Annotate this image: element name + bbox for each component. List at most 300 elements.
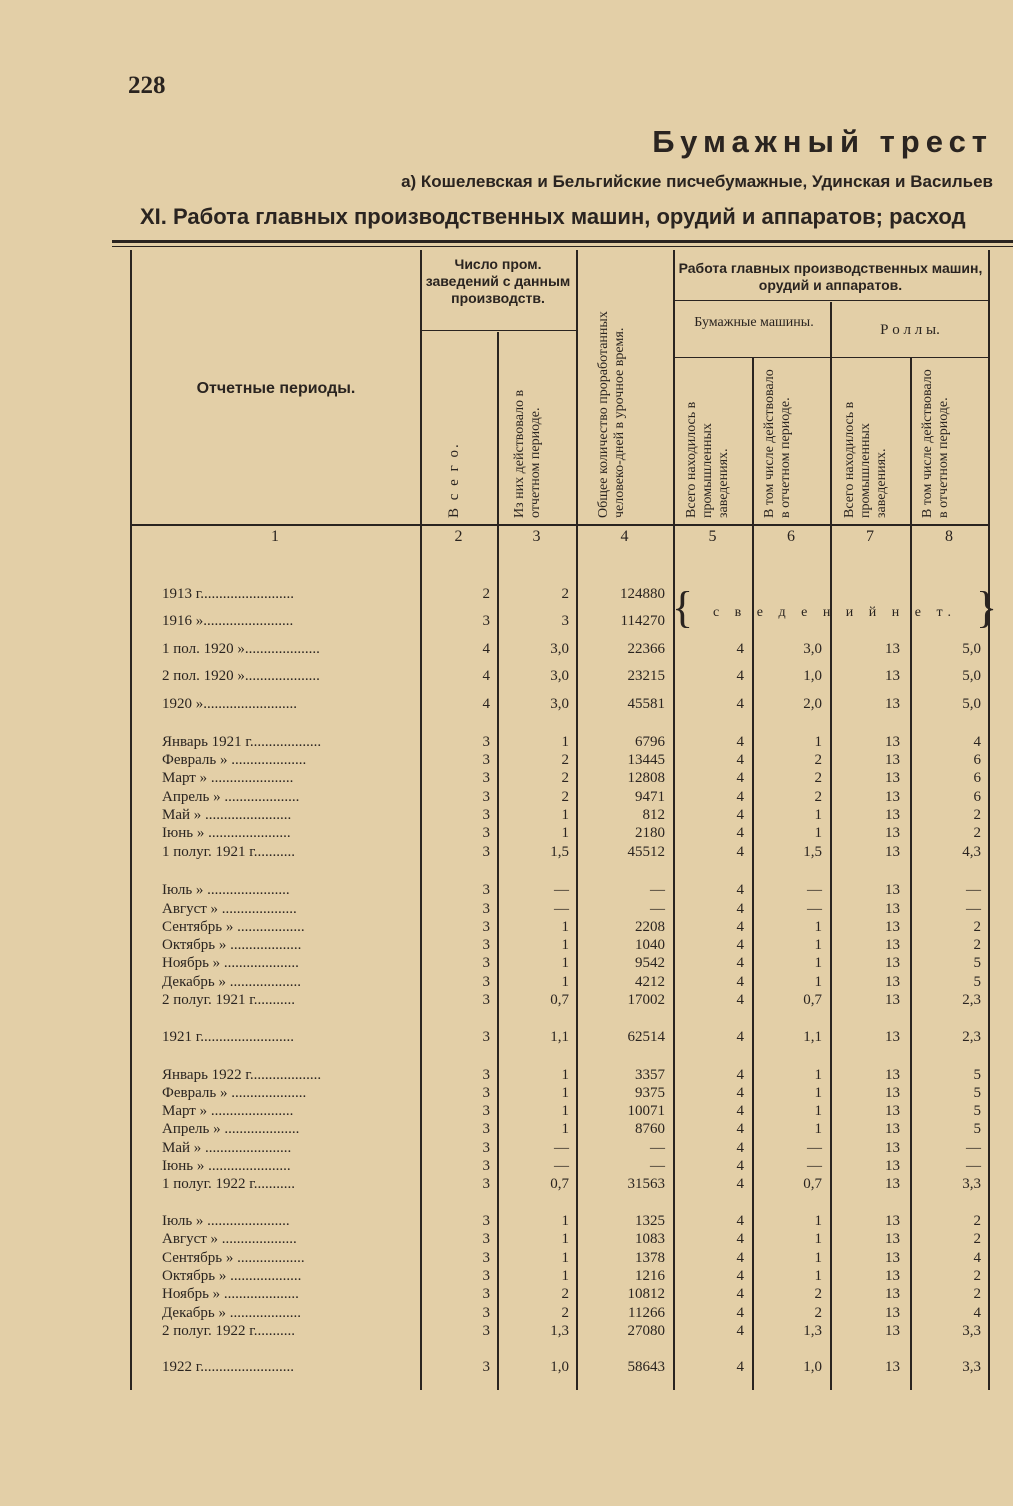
cell-c4: 17002: [627, 992, 665, 1008]
cell-c2: 3: [482, 789, 490, 805]
cell-c3: 1: [561, 1121, 569, 1137]
cell-c6: 1: [814, 1268, 822, 1284]
cell-c8: 5: [973, 1121, 981, 1137]
cell-c2: 3: [482, 1323, 490, 1339]
cell-c7: 13: [885, 734, 900, 750]
cell-c4: 45512: [627, 844, 665, 860]
row-label: 2 полуг. 1921 г...........: [162, 992, 295, 1008]
table-row: [0, 667, 1013, 685]
cell-c5: 4: [736, 992, 744, 1008]
cell-c8: 5: [973, 974, 981, 990]
cell-c2: 3: [482, 1029, 490, 1045]
cell-c7: 13: [885, 1067, 900, 1083]
cell-c3: 0,7: [550, 992, 569, 1008]
column-number: 7: [866, 528, 874, 545]
cell-c7: 13: [885, 1158, 900, 1174]
cell-c4: 1378: [635, 1250, 665, 1266]
cell-c7: 13: [885, 955, 900, 971]
cell-c6: 1,0: [803, 1359, 822, 1375]
row-label: Январь 1922 г...................: [162, 1067, 322, 1083]
cell-c2: 3: [482, 807, 490, 823]
no-data-brace-left: {: [672, 583, 694, 632]
cell-c7: 13: [885, 844, 900, 860]
cell-c7: 13: [885, 1323, 900, 1339]
row-label: 1913 г.........................: [162, 586, 294, 602]
cell-c2: 3: [482, 1231, 490, 1247]
cell-c7: 13: [885, 789, 900, 805]
table-row: [0, 1322, 1013, 1340]
cell-c5: 4: [736, 807, 744, 823]
header-workdays: Общее количество проработанных человеко-дней в урочное время.: [596, 311, 627, 518]
table-row: [0, 1028, 1013, 1046]
cell-c8: 5: [973, 1067, 981, 1083]
cell-c5: 4: [736, 919, 744, 935]
no-data-note: с в е д е н и й н е т.: [712, 605, 958, 620]
cell-c6: —: [807, 1158, 822, 1174]
page-subtitle: а) Кошелевская и Бельгийские писчебумажные, Удинская и Васильев: [401, 172, 993, 191]
cell-c4: 1325: [635, 1213, 665, 1229]
cell-c7: 13: [885, 825, 900, 841]
header-rule: [673, 300, 988, 301]
section-heading: XI. Работа главных производственных машин, орудий и аппаратов; расход: [140, 204, 966, 229]
cell-c5: 4: [736, 1067, 744, 1083]
cell-c5: 4: [736, 937, 744, 953]
cell-c3: 1,3: [550, 1323, 569, 1339]
cell-c7: 13: [885, 696, 900, 712]
cell-c8: 5,0: [962, 696, 981, 712]
column-number: 3: [532, 528, 541, 545]
cell-c5: 4: [736, 1176, 744, 1192]
header-bottom-rule: [130, 524, 990, 526]
table-row: [0, 900, 1013, 918]
cell-c5: 4: [736, 1286, 744, 1302]
cell-c6: 1: [814, 807, 822, 823]
table-row: [0, 1157, 1013, 1175]
cell-c2: 3: [482, 1268, 490, 1284]
cell-c7: 13: [885, 1176, 900, 1192]
cell-c6: 1,1: [803, 1029, 822, 1045]
cell-c7: 13: [885, 882, 900, 898]
cell-c3: —: [554, 882, 569, 898]
cell-c3: 1: [561, 1067, 569, 1083]
cell-c8: —: [966, 1158, 981, 1174]
no-data-brace-right: }: [976, 583, 998, 632]
cell-c4: —: [650, 882, 665, 898]
cell-c2: 3: [482, 1067, 490, 1083]
cell-c5: 4: [736, 1103, 744, 1119]
cell-c8: 3,3: [962, 1323, 981, 1339]
cell-c6: 1: [814, 974, 822, 990]
table-row: [0, 1249, 1013, 1267]
cell-c4: 4212: [635, 974, 665, 990]
cell-c8: 3,3: [962, 1176, 981, 1192]
cell-c5: 4: [736, 1085, 744, 1101]
table-row: [0, 843, 1013, 861]
cell-c2: 3: [482, 752, 490, 768]
cell-c2: 4: [482, 668, 490, 684]
header-total: В с е г о.: [446, 442, 462, 518]
row-label: 1 полуг. 1922 г...........: [162, 1176, 295, 1192]
cell-c5: 4: [736, 1121, 744, 1137]
row-label: 1921 г.........................: [162, 1029, 294, 1045]
cell-c8: 5: [973, 955, 981, 971]
header-establishments: Число пром. заведений с данным производств.: [425, 256, 571, 306]
table-row: [0, 954, 1013, 972]
cell-c6: 2: [814, 770, 822, 786]
cell-c8: 4: [973, 1305, 981, 1321]
table-row: [0, 991, 1013, 1009]
header-rolls: Р о л л ы.: [880, 322, 940, 338]
cell-c3: 1: [561, 1268, 569, 1284]
column-number: 4: [620, 528, 629, 545]
row-label: Август » ....................: [162, 1231, 297, 1247]
cell-c3: 1,0: [550, 1359, 569, 1375]
cell-c4: 62514: [627, 1029, 665, 1045]
cell-c4: 9542: [635, 955, 665, 971]
cell-c6: 1: [814, 1213, 822, 1229]
cell-c2: 4: [482, 641, 490, 657]
cell-c6: 2,0: [803, 696, 822, 712]
table-row: [0, 806, 1013, 824]
cell-c4: 114270: [620, 613, 665, 629]
cell-c4: 2180: [635, 825, 665, 841]
cell-c7: 13: [885, 1085, 900, 1101]
cell-c2: 3: [482, 1213, 490, 1229]
cell-c7: 13: [885, 752, 900, 768]
row-label: Февраль » ....................: [162, 752, 307, 768]
column-number: 5: [708, 528, 717, 545]
table-row: [0, 1066, 1013, 1084]
cell-c3: 1: [561, 1231, 569, 1247]
table-row: [0, 751, 1013, 769]
cell-c2: 3: [482, 734, 490, 750]
cell-c3: 1: [561, 1103, 569, 1119]
cell-c6: 0,7: [803, 1176, 822, 1192]
cell-c6: 1: [814, 1250, 822, 1266]
cell-c4: 2208: [635, 919, 665, 935]
row-label: Іюль » ......................: [162, 1213, 290, 1229]
cell-c7: 13: [885, 1121, 900, 1137]
row-label: Февраль » ....................: [162, 1085, 307, 1101]
header-pm-active: В том числе действовало в отчетном периоде.: [762, 369, 793, 518]
cell-c8: 2: [973, 825, 981, 841]
cell-c6: 1: [814, 1103, 822, 1119]
cell-c4: —: [650, 1140, 665, 1156]
cell-c5: 4: [736, 734, 744, 750]
cell-c5: 4: [736, 882, 744, 898]
table-row: [0, 640, 1013, 658]
cell-c5: 4: [736, 1359, 744, 1375]
table-row: [0, 1084, 1013, 1102]
cell-c2: 2: [482, 586, 490, 602]
cell-c6: 1: [814, 734, 822, 750]
table-row: [0, 585, 1013, 603]
cell-c4: 10071: [627, 1103, 665, 1119]
cell-c8: —: [966, 882, 981, 898]
cell-c2: 3: [482, 1305, 490, 1321]
column-number: 8: [945, 528, 953, 545]
cell-c3: 2: [561, 770, 569, 786]
cell-c4: 31563: [627, 1176, 665, 1192]
column-number: 2: [454, 528, 463, 545]
cell-c8: 2: [973, 1231, 981, 1247]
row-label: 1916 »........................: [162, 613, 294, 629]
header-rule: [420, 330, 576, 331]
cell-c8: 2: [973, 919, 981, 935]
cell-c3: 3,0: [550, 696, 569, 712]
table-row: [0, 769, 1013, 787]
cell-c8: 4: [973, 734, 981, 750]
cell-c8: 6: [973, 789, 981, 805]
header-machines: Работа главных производственных машин, орудий и аппаратов.: [678, 260, 983, 293]
cell-c5: 4: [736, 752, 744, 768]
cell-c2: 4: [482, 696, 490, 712]
cell-c2: 3: [482, 1140, 490, 1156]
row-label: Март » ......................: [162, 1103, 294, 1119]
cell-c3: 1: [561, 974, 569, 990]
page-title: Бумажный трест: [652, 124, 993, 159]
cell-c2: 3: [482, 1250, 490, 1266]
cell-c4: 12808: [627, 770, 665, 786]
cell-c3: 0,7: [550, 1176, 569, 1192]
header-rolls-total: Всего находилось в промышленных заведениях.: [842, 401, 889, 518]
row-label: Іюль » ......................: [162, 882, 290, 898]
cell-c2: 3: [482, 1158, 490, 1174]
cell-c6: —: [807, 1140, 822, 1156]
column-number: 6: [787, 528, 795, 545]
cell-c3: 2: [561, 586, 569, 602]
cell-c8: 2: [973, 1286, 981, 1302]
cell-c8: 2,3: [962, 992, 981, 1008]
cell-c4: 812: [642, 807, 665, 823]
top-rule-thin: [112, 246, 1013, 247]
cell-c6: 1: [814, 1121, 822, 1137]
cell-c7: 13: [885, 668, 900, 684]
cell-c3: 2: [561, 1305, 569, 1321]
cell-c3: 1,1: [550, 1029, 569, 1045]
row-label: Апрель » ....................: [162, 789, 300, 805]
cell-c6: —: [807, 901, 822, 917]
row-label: Август » ....................: [162, 901, 297, 917]
header-paper-machines: Бумажные машины.: [694, 315, 814, 330]
table-row: [0, 881, 1013, 899]
column-number: 1: [271, 528, 279, 545]
cell-c5: 4: [736, 1029, 744, 1045]
cell-c6: 0,7: [803, 992, 822, 1008]
cell-c3: 1: [561, 937, 569, 953]
cell-c2: 3: [482, 901, 490, 917]
cell-c6: 1: [814, 1067, 822, 1083]
cell-c6: 1: [814, 919, 822, 935]
row-label: Іюнь » ......................: [162, 1158, 291, 1174]
cell-c7: 13: [885, 1305, 900, 1321]
cell-c7: 13: [885, 1268, 900, 1284]
cell-c8: —: [966, 901, 981, 917]
page-number: 228: [128, 72, 166, 99]
cell-c8: 5: [973, 1085, 981, 1101]
cell-c2: 3: [482, 937, 490, 953]
row-label: 2 полуг. 1922 г...........: [162, 1323, 295, 1339]
cell-c7: 13: [885, 974, 900, 990]
table-row: [0, 612, 1013, 630]
cell-c3: 3,0: [550, 641, 569, 657]
cell-c3: —: [554, 1140, 569, 1156]
row-label: Октябрь » ...................: [162, 937, 302, 953]
cell-c5: 4: [736, 844, 744, 860]
cell-c3: 3,0: [550, 668, 569, 684]
row-label: 2 пол. 1920 »....................: [162, 668, 320, 684]
cell-c6: 2: [814, 1286, 822, 1302]
header-active: Из них действовало в отчетном периоде.: [512, 389, 543, 518]
table-row: [0, 788, 1013, 806]
cell-c3: 3: [561, 613, 569, 629]
cell-c3: —: [554, 1158, 569, 1174]
cell-c4: 10812: [627, 1286, 665, 1302]
cell-c7: 13: [885, 919, 900, 935]
cell-c5: 4: [736, 641, 744, 657]
table-row: [0, 733, 1013, 751]
cell-c4: 23215: [627, 668, 665, 684]
header-rule: [673, 357, 988, 358]
cell-c6: 2: [814, 1305, 822, 1321]
cell-c2: 3: [482, 919, 490, 935]
cell-c3: 2: [561, 752, 569, 768]
table-row: [0, 1267, 1013, 1285]
cell-c5: 4: [736, 974, 744, 990]
table-row: [0, 1212, 1013, 1230]
cell-c2: 3: [482, 1103, 490, 1119]
cell-c6: 1,0: [803, 668, 822, 684]
cell-c3: 1: [561, 825, 569, 841]
table-row: [0, 695, 1013, 713]
cell-c4: 9375: [635, 1085, 665, 1101]
table-row: [0, 973, 1013, 991]
cell-c4: 9471: [635, 789, 665, 805]
cell-c7: 13: [885, 1103, 900, 1119]
cell-c2: 3: [482, 1359, 490, 1375]
row-label: Декабрь » ...................: [162, 974, 302, 990]
cell-c8: 5,0: [962, 668, 981, 684]
cell-c2: 3: [482, 770, 490, 786]
cell-c6: 1,3: [803, 1323, 822, 1339]
cell-c7: 13: [885, 1029, 900, 1045]
cell-c5: 4: [736, 1305, 744, 1321]
cell-c5: 4: [736, 825, 744, 841]
cell-c5: 4: [736, 1213, 744, 1229]
cell-c5: 4: [736, 1250, 744, 1266]
row-label: Январь 1921 г...................: [162, 734, 322, 750]
cell-c7: 13: [885, 937, 900, 953]
cell-c4: 1040: [635, 937, 665, 953]
row-label: Май » .......................: [162, 807, 292, 823]
cell-c5: 4: [736, 955, 744, 971]
cell-c5: 4: [736, 1140, 744, 1156]
cell-c2: 3: [482, 882, 490, 898]
cell-c4: 124880: [620, 586, 665, 602]
cell-c2: 3: [482, 955, 490, 971]
cell-c8: 2: [973, 1268, 981, 1284]
cell-c6: 3,0: [803, 641, 822, 657]
table-row: [0, 1139, 1013, 1157]
cell-c3: 1: [561, 807, 569, 823]
cell-c5: 4: [736, 1268, 744, 1284]
row-label: Апрель » ....................: [162, 1121, 300, 1137]
cell-c6: 1: [814, 1231, 822, 1247]
cell-c5: 4: [736, 1231, 744, 1247]
row-label: 1920 ».........................: [162, 696, 297, 712]
row-label: Март » ......................: [162, 770, 294, 786]
row-label: Октябрь » ...................: [162, 1268, 302, 1284]
cell-c4: 22366: [627, 641, 665, 657]
cell-c8: —: [966, 1140, 981, 1156]
cell-c7: 13: [885, 1231, 900, 1247]
table-row: [0, 1102, 1013, 1120]
cell-c2: 3: [482, 613, 490, 629]
cell-c2: 3: [482, 1121, 490, 1137]
top-rule: [112, 240, 1013, 243]
cell-c3: 1,5: [550, 844, 569, 860]
row-label: Сентябрь » ..................: [162, 1250, 305, 1266]
row-label: 1 полуг. 1921 г...........: [162, 844, 295, 860]
cell-c4: 11266: [628, 1305, 665, 1321]
header-rolls-active: В том числе действовало в отчетном периоде.: [920, 369, 951, 518]
cell-c4: 1083: [635, 1231, 665, 1247]
cell-c4: 8760: [635, 1121, 665, 1137]
cell-c5: 4: [736, 1323, 744, 1339]
cell-c6: 1: [814, 955, 822, 971]
cell-c5: 4: [736, 901, 744, 917]
cell-c8: 2: [973, 1213, 981, 1229]
cell-c7: 13: [885, 1140, 900, 1156]
table-row: [0, 1285, 1013, 1303]
cell-c4: —: [650, 901, 665, 917]
cell-c8: 2: [973, 937, 981, 953]
cell-c2: 3: [482, 825, 490, 841]
cell-c5: 4: [736, 789, 744, 805]
cell-c4: 13445: [627, 752, 665, 768]
cell-c8: 5: [973, 1103, 981, 1119]
row-label: 1922 г.........................: [162, 1359, 294, 1375]
cell-c8: 4: [973, 1250, 981, 1266]
table-row: [0, 1120, 1013, 1138]
cell-c7: 13: [885, 641, 900, 657]
cell-c6: 1: [814, 937, 822, 953]
cell-c2: 3: [482, 1176, 490, 1192]
cell-c8: 5,0: [962, 641, 981, 657]
cell-c7: 13: [885, 1286, 900, 1302]
cell-c2: 3: [482, 1085, 490, 1101]
cell-c2: 3: [482, 992, 490, 1008]
table-row: [0, 1230, 1013, 1248]
cell-c4: 3357: [635, 1067, 665, 1083]
cell-c6: 2: [814, 789, 822, 805]
row-label: Сентябрь » ..................: [162, 919, 305, 935]
cell-c8: 2,3: [962, 1029, 981, 1045]
cell-c5: 4: [736, 1158, 744, 1174]
cell-c3: 1: [561, 1213, 569, 1229]
cell-c8: 6: [973, 752, 981, 768]
cell-c3: 1: [561, 919, 569, 935]
cell-c4: 45581: [627, 696, 665, 712]
cell-c4: 27080: [627, 1323, 665, 1339]
cell-c3: 1: [561, 1085, 569, 1101]
cell-c3: 2: [561, 1286, 569, 1302]
cell-c2: 3: [482, 974, 490, 990]
cell-c7: 13: [885, 1250, 900, 1266]
cell-c5: 4: [736, 668, 744, 684]
cell-c3: 2: [561, 789, 569, 805]
cell-c8: 2: [973, 807, 981, 823]
